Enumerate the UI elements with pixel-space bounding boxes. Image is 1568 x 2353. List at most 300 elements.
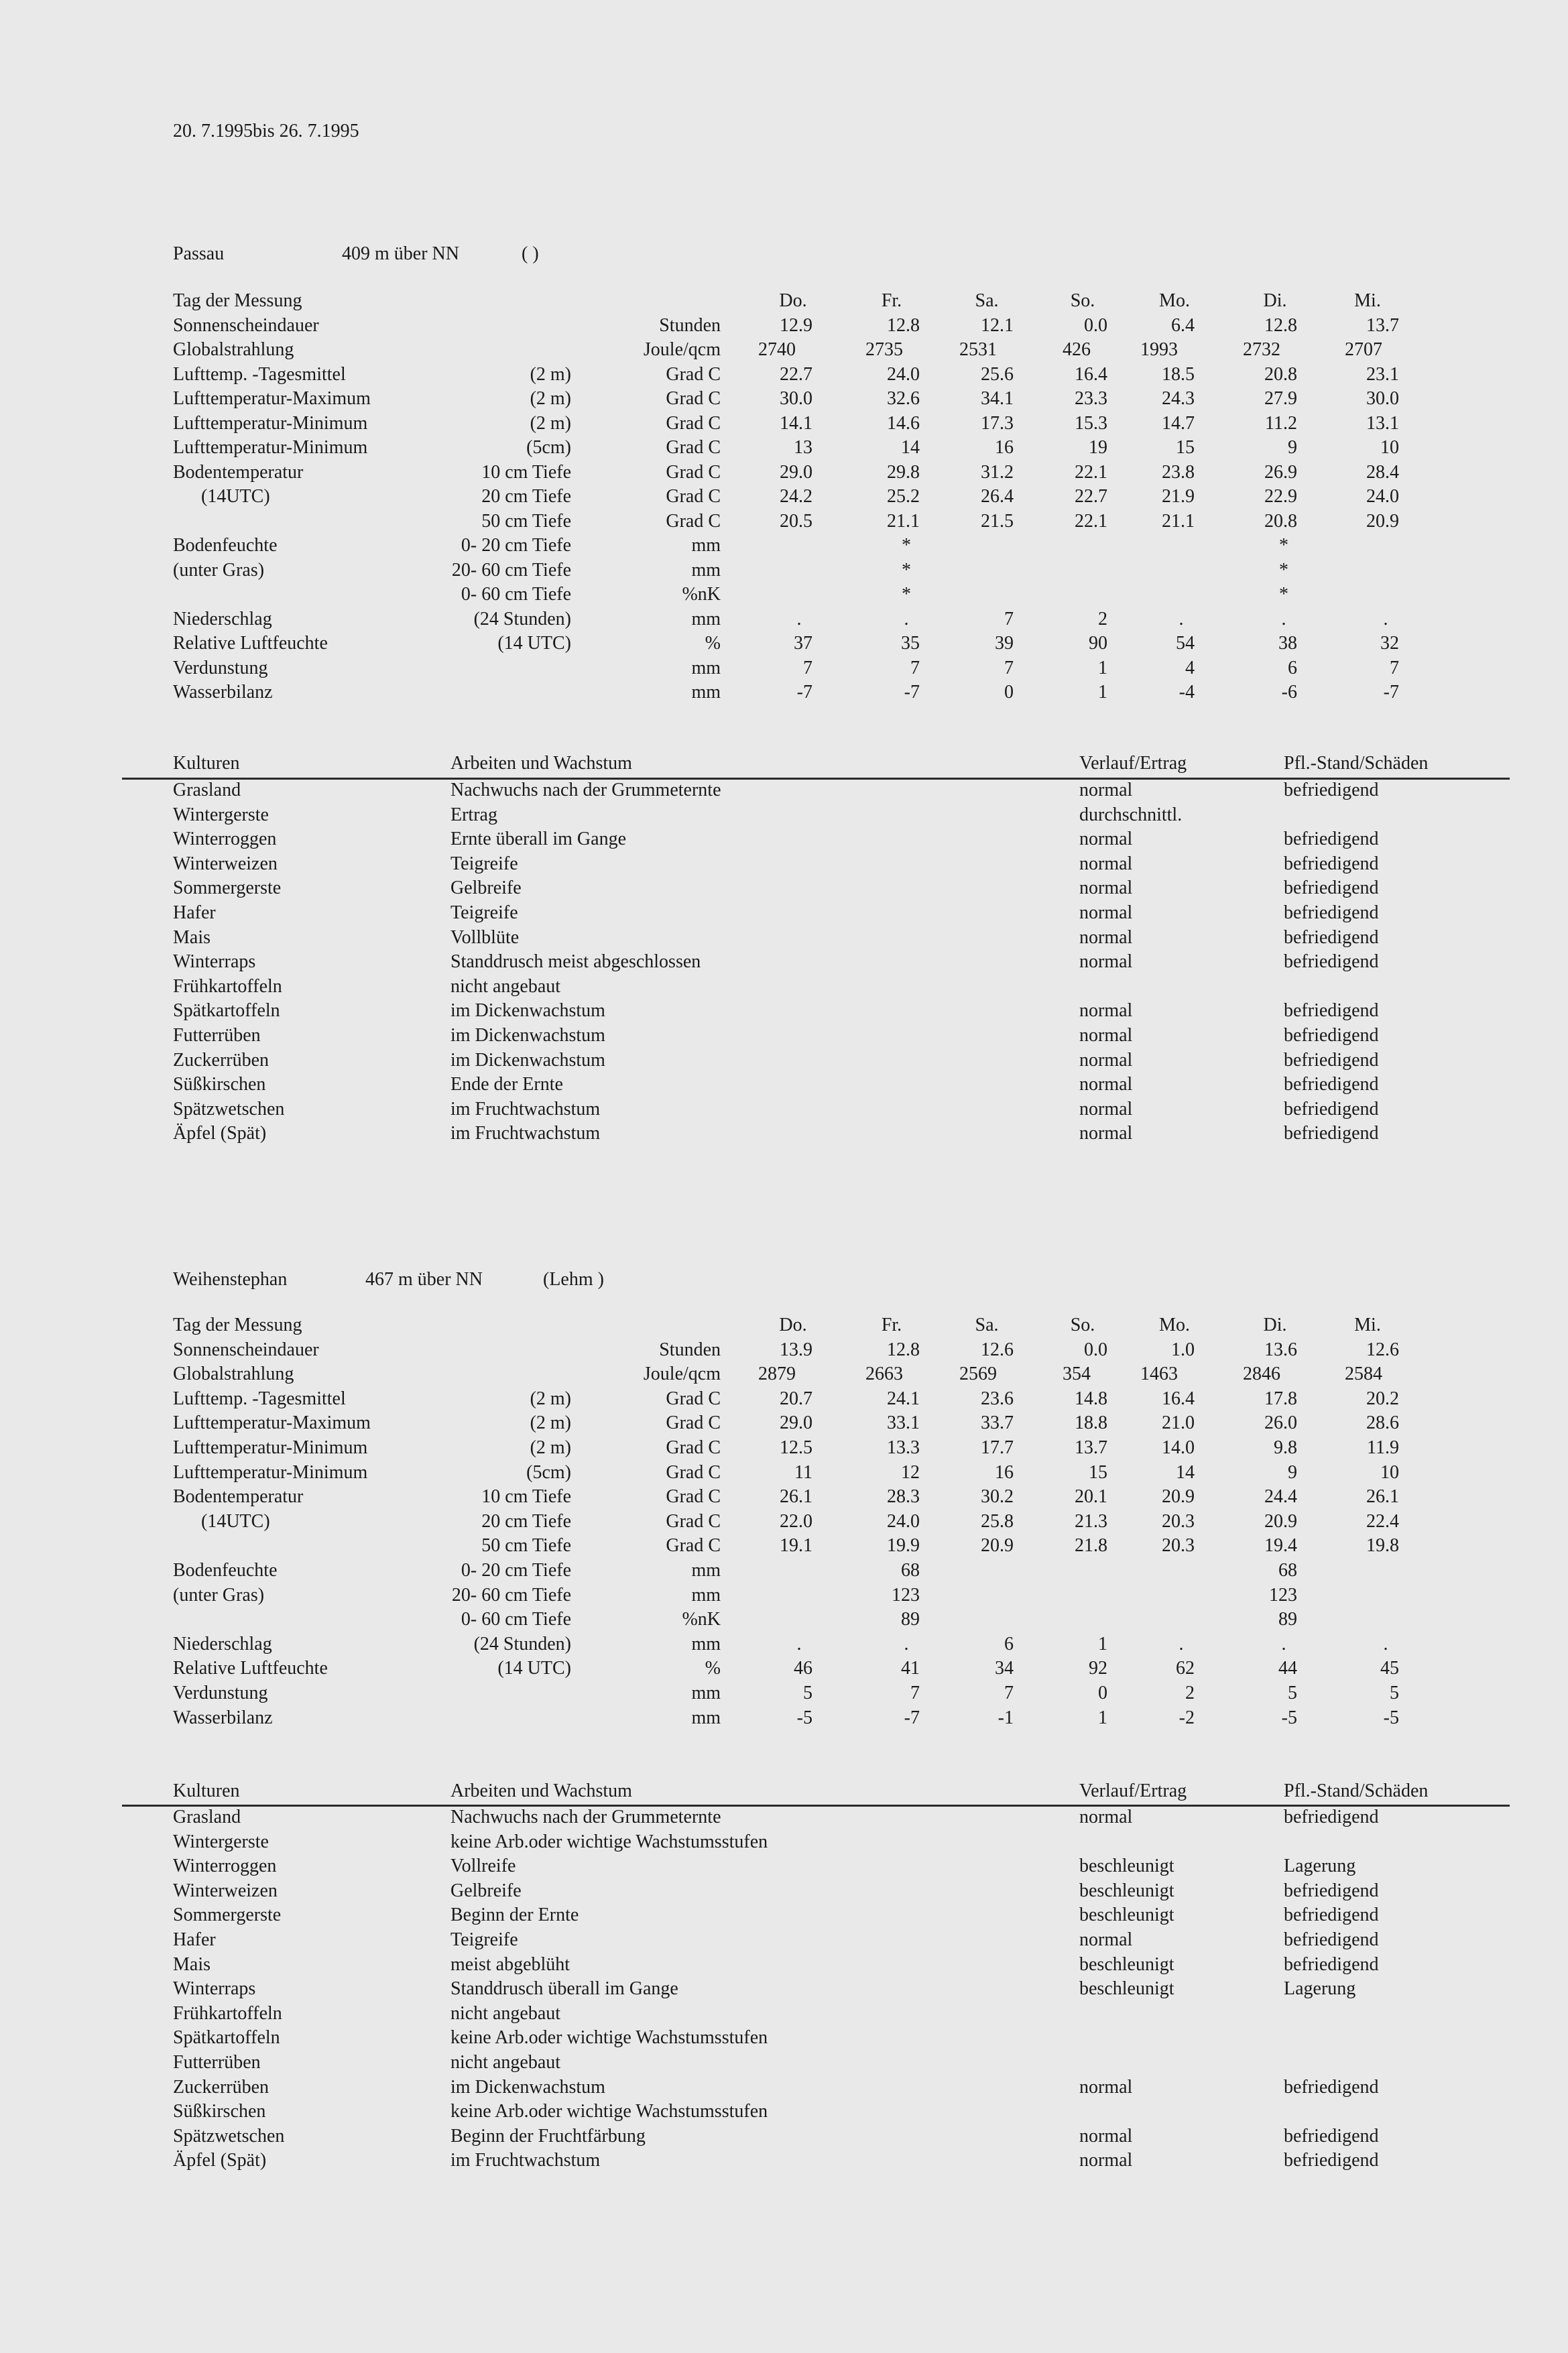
row-label: Lufttemp. -Tagesmittel <box>173 1388 346 1409</box>
crop-verlauf: normal <box>1079 829 1133 850</box>
crop-verlauf: normal <box>1079 902 1133 923</box>
value-cell: * <box>1279 535 1288 556</box>
crop-activity: nicht angebaut <box>450 975 561 997</box>
value-cell: 20.9 <box>981 1535 1014 1557</box>
crop-verlauf: normal <box>1079 2076 1133 2098</box>
value-cell: 68 <box>901 1560 920 1581</box>
value-cell: 30.0 <box>780 388 812 409</box>
crops-col-stand: Pfl.-Stand/Schäden <box>1284 753 1429 774</box>
value-cell: 20.5 <box>780 510 812 532</box>
crop-name: Wintergerste <box>173 1831 269 1852</box>
value-cell: 1463 <box>1140 1364 1178 1385</box>
value-cell: 26.9 <box>1264 461 1297 483</box>
day-header: Mi. <box>1354 1315 1381 1335</box>
row-label: Bodentemperatur <box>173 1486 304 1508</box>
crop-activity: keine Arb.oder wichtige Wachstumsstufen <box>450 2101 768 2122</box>
value-cell: 12.8 <box>1264 314 1297 336</box>
crops-col-arbeiten: Arbeiten und Wachstum <box>450 753 632 774</box>
value-cell: 33.7 <box>981 1412 1014 1434</box>
crop-activity: Vollblüte <box>450 926 520 948</box>
value-cell: 26.0 <box>1264 1412 1297 1434</box>
crop-activity: im Fruchtwachstum <box>450 2150 601 2171</box>
row-unit: mm <box>691 657 721 678</box>
value-cell: 68 <box>1278 1560 1297 1581</box>
crop-name: Winterraps <box>173 1978 256 2000</box>
value-cell: 2846 <box>1243 1364 1280 1385</box>
crop-stand: befriedigend <box>1284 878 1379 899</box>
value-cell: 24.0 <box>1366 486 1399 507</box>
row-label: Tag der Messung <box>173 1315 302 1335</box>
value-cell: 24.2 <box>780 486 812 507</box>
row-unit: mm <box>691 1584 721 1606</box>
crop-stand: befriedigend <box>1284 1807 1379 1827</box>
row-sub: (2 m) <box>530 1412 571 1434</box>
day-header: Do. <box>779 1315 807 1335</box>
value-cell: 28.4 <box>1366 461 1399 483</box>
value-cell: 21.1 <box>887 510 920 532</box>
value-cell: 20.3 <box>1162 1510 1195 1532</box>
value-cell: 21.9 <box>1162 486 1195 507</box>
value-cell: 1 <box>1098 1633 1107 1654</box>
crop-stand: befriedigend <box>1284 853 1379 874</box>
crop-name: Spätzwetschen <box>173 2125 285 2147</box>
crops-col-verlauf: Verlauf/Ertrag <box>1079 753 1187 774</box>
row-label: Relative Luftfeuchte <box>173 1658 328 1679</box>
row-label: Sonnenscheindauer <box>173 314 319 336</box>
crop-stand: befriedigend <box>1284 1074 1379 1095</box>
value-cell: 24.1 <box>887 1388 920 1409</box>
row-label: Lufttemperatur-Maximum <box>173 388 371 409</box>
value-cell: 41 <box>901 1658 920 1679</box>
value-cell: 20.1 <box>1075 1486 1107 1508</box>
value-cell: 33.1 <box>887 1412 920 1434</box>
crop-activity: im Fruchtwachstum <box>450 1098 601 1120</box>
value-cell: . <box>796 608 802 629</box>
crop-verlauf: beschleunigt <box>1079 1880 1174 1901</box>
crop-activity: Gelbreife <box>450 878 522 899</box>
crop-activity: Standdrusch überall im Gange <box>450 1978 678 2000</box>
value-cell: 14.6 <box>887 412 920 434</box>
value-cell: 19.9 <box>887 1535 920 1557</box>
value-cell: 7 <box>910 657 920 678</box>
value-cell: 12.9 <box>780 314 812 336</box>
value-cell: 45 <box>1380 1658 1399 1679</box>
crop-name: Zuckerrüben <box>173 1049 269 1071</box>
value-cell: -7 <box>796 682 812 703</box>
value-cell: * <box>902 535 911 556</box>
value-cell: 7 <box>1004 1683 1014 1703</box>
day-header: Sa. <box>975 290 999 311</box>
row-sub: (5cm) <box>526 437 571 458</box>
row-unit: Grad C <box>666 1510 721 1532</box>
value-cell: 22.0 <box>780 1510 812 1532</box>
day-header: Di. <box>1263 1315 1287 1335</box>
value-cell: 13.7 <box>1366 314 1399 336</box>
crop-activity: Nachwuchs nach der Grummeternte <box>450 780 721 800</box>
day-header: Mi. <box>1354 290 1381 311</box>
row-unit: Grad C <box>666 461 721 483</box>
station-soil: ( ) <box>522 243 539 264</box>
row-label: (14UTC) <box>201 486 270 507</box>
crop-stand: befriedigend <box>1284 1929 1379 1950</box>
value-cell: 35 <box>901 633 920 654</box>
crop-stand: befriedigend <box>1284 951 1379 973</box>
crop-verlauf: normal <box>1079 1049 1133 1071</box>
crop-activity: Gelbreife <box>450 1880 522 1901</box>
crop-stand: befriedigend <box>1284 2125 1379 2147</box>
crop-name: Sommergerste <box>173 1905 282 1926</box>
crop-activity: keine Arb.oder wichtige Wachstumsstufen <box>450 1831 768 1852</box>
crop-name: Winterweizen <box>173 853 278 874</box>
value-cell: 2 <box>1185 1683 1195 1703</box>
crop-stand: befriedigend <box>1284 926 1379 948</box>
value-cell: 15.3 <box>1075 412 1107 434</box>
value-cell: 16 <box>995 437 1014 458</box>
row-unit: mm <box>691 1683 721 1703</box>
crops-col-stand: Pfl.-Stand/Schäden <box>1284 1781 1429 1801</box>
day-header: Fr. <box>881 290 902 311</box>
row-sub: (2 m) <box>530 412 571 434</box>
value-cell: 10 <box>1380 1461 1399 1483</box>
row-label: Lufttemperatur-Maximum <box>173 1412 371 1434</box>
value-cell: 1 <box>1098 1707 1107 1728</box>
row-unit: Grad C <box>666 412 721 434</box>
row-label: Bodentemperatur <box>173 461 304 483</box>
row-unit: % <box>705 633 721 654</box>
value-cell: 5 <box>1288 1683 1297 1703</box>
value-cell: -5 <box>796 1707 812 1728</box>
value-cell: . <box>1383 608 1388 629</box>
value-cell: 89 <box>901 1609 920 1630</box>
value-cell: 89 <box>1278 1609 1297 1630</box>
value-cell: . <box>1179 608 1184 629</box>
crop-verlauf: normal <box>1079 1074 1133 1095</box>
value-cell: 7 <box>1390 657 1399 678</box>
row-label: Lufttemperatur-Minimum <box>173 412 368 434</box>
value-cell: 18.5 <box>1162 363 1195 385</box>
value-cell: 11 <box>794 1461 812 1483</box>
value-cell: 21.1 <box>1162 510 1195 532</box>
value-cell: 54 <box>1176 633 1195 654</box>
value-cell: * <box>1279 559 1288 581</box>
row-unit: Grad C <box>666 1412 721 1434</box>
station-name: Passau <box>173 243 225 264</box>
row-unit: Joule/qcm <box>643 339 721 360</box>
row-unit: %nK <box>682 1609 721 1630</box>
row-unit: Grad C <box>666 510 721 532</box>
value-cell: 24.0 <box>887 1510 920 1532</box>
value-cell: 6 <box>1004 1633 1014 1654</box>
row-label: (unter Gras) <box>173 1584 265 1606</box>
crops-col-kulturen: Kulturen <box>173 1781 240 1801</box>
value-cell: 2740 <box>758 339 796 360</box>
crop-verlauf: normal <box>1079 1000 1133 1022</box>
crop-verlauf: normal <box>1079 1929 1133 1950</box>
value-cell: 10 <box>1380 437 1399 458</box>
crop-activity: Vollreife <box>450 1856 516 1877</box>
value-cell: 5 <box>1390 1683 1399 1703</box>
value-cell: 13.1 <box>1366 412 1399 434</box>
crop-stand: befriedigend <box>1284 902 1379 923</box>
value-cell: 23.8 <box>1162 461 1195 483</box>
value-cell: 20.2 <box>1366 1388 1399 1409</box>
row-sub: 0- 20 cm Tiefe <box>461 535 571 556</box>
crop-name: Grasland <box>173 1807 241 1827</box>
crop-stand: befriedigend <box>1284 2150 1379 2171</box>
day-header: Mo. <box>1159 1315 1190 1335</box>
value-cell: -4 <box>1179 682 1195 703</box>
value-cell: 20.8 <box>1264 510 1297 532</box>
crop-verlauf: normal <box>1079 951 1133 973</box>
crop-activity: Standdrusch meist abgeschlossen <box>450 951 701 973</box>
row-label: Verdunstung <box>173 1683 268 1703</box>
day-header: Sa. <box>975 1315 999 1335</box>
row-sub: 50 cm Tiefe <box>481 1535 571 1557</box>
value-cell: 0.0 <box>1084 1339 1107 1360</box>
row-unit: mm <box>691 559 721 581</box>
value-cell: 16 <box>995 1461 1014 1483</box>
crop-verlauf: normal <box>1079 1098 1133 1120</box>
row-unit: mm <box>691 1560 721 1581</box>
row-unit: Grad C <box>666 437 721 458</box>
crop-name: Äpfel (Spät) <box>173 1123 267 1144</box>
value-cell: 17.8 <box>1264 1388 1297 1409</box>
value-cell: 20.9 <box>1366 510 1399 532</box>
crop-name: Wintergerste <box>173 804 269 825</box>
crop-name: Mais <box>173 926 210 948</box>
value-cell: 26.1 <box>780 1486 812 1508</box>
value-cell: 11.2 <box>1265 412 1297 434</box>
value-cell: . <box>904 1633 909 1654</box>
value-cell: 39 <box>995 633 1014 654</box>
value-cell: 30.0 <box>1366 388 1399 409</box>
value-cell: 13.3 <box>887 1437 920 1458</box>
crop-name: Sommergerste <box>173 878 282 899</box>
value-cell: 7 <box>803 657 812 678</box>
value-cell: 37 <box>794 633 812 654</box>
value-cell: 20.3 <box>1162 1535 1195 1557</box>
crop-activity: Beginn der Ernte <box>450 1905 579 1926</box>
value-cell: 21.0 <box>1162 1412 1195 1434</box>
row-sub: 50 cm Tiefe <box>481 510 571 532</box>
row-unit: mm <box>691 1707 721 1728</box>
row-sub: 20- 60 cm Tiefe <box>451 559 571 581</box>
value-cell: 14.7 <box>1162 412 1195 434</box>
value-cell: 27.9 <box>1264 388 1297 409</box>
crop-name: Winterroggen <box>173 1856 277 1877</box>
row-unit: Grad C <box>666 1388 721 1409</box>
value-cell: -7 <box>1383 682 1399 703</box>
row-unit: Grad C <box>666 363 721 385</box>
value-cell: 2569 <box>959 1364 997 1385</box>
crop-activity: im Dickenwachstum <box>450 1049 605 1071</box>
day-header: Di. <box>1263 290 1287 311</box>
crop-verlauf: normal <box>1079 853 1133 874</box>
value-cell: 123 <box>892 1584 920 1606</box>
value-cell: 20.7 <box>780 1388 812 1409</box>
value-cell: 23.1 <box>1366 363 1399 385</box>
row-label: Bodenfeuchte <box>173 1560 278 1581</box>
crop-activity: keine Arb.oder wichtige Wachstumsstufen <box>450 2027 768 2049</box>
row-unit: mm <box>691 1633 721 1654</box>
value-cell: 17.7 <box>981 1437 1014 1458</box>
value-cell: 15 <box>1176 437 1195 458</box>
value-cell: 90 <box>1089 633 1107 654</box>
value-cell: 24.4 <box>1264 1486 1297 1508</box>
value-cell: 32.6 <box>887 388 920 409</box>
crop-verlauf: normal <box>1079 878 1133 899</box>
row-sub: (2 m) <box>530 1437 571 1458</box>
crop-name: Äpfel (Spät) <box>173 2150 267 2171</box>
value-cell: 24.0 <box>887 363 920 385</box>
row-sub: 0- 60 cm Tiefe <box>461 584 571 605</box>
value-cell: 9 <box>1288 1461 1297 1483</box>
row-label: Verdunstung <box>173 657 268 678</box>
value-cell: 20.8 <box>1264 363 1297 385</box>
crop-name: Winterweizen <box>173 1880 278 1901</box>
crop-stand: befriedigend <box>1284 829 1379 850</box>
row-unit: Stunden <box>659 1339 721 1360</box>
value-cell: 29.8 <box>887 461 920 483</box>
crop-activity: Teigreife <box>450 1929 518 1950</box>
crop-verlauf: normal <box>1079 926 1133 948</box>
crop-stand: befriedigend <box>1284 1953 1379 1975</box>
row-unit: mm <box>691 535 721 556</box>
row-sub: (2 m) <box>530 363 571 385</box>
station-elevation: 409 m über NN <box>342 243 459 264</box>
value-cell: 29.0 <box>780 461 812 483</box>
day-header: Do. <box>779 290 807 311</box>
value-cell: 14.1 <box>780 412 812 434</box>
row-label: Lufttemperatur-Minimum <box>173 437 368 458</box>
value-cell: 32 <box>1380 633 1399 654</box>
crop-activity: Ernte überall im Gange <box>450 829 627 850</box>
row-label: Niederschlag <box>173 608 272 629</box>
crop-name: Winterroggen <box>173 829 277 850</box>
crop-name: Frühkartoffeln <box>173 975 282 997</box>
value-cell: -7 <box>904 682 920 703</box>
value-cell: 26.1 <box>1366 1486 1399 1508</box>
value-cell: 30.2 <box>981 1486 1014 1508</box>
value-cell: 13 <box>794 437 812 458</box>
value-cell: 1.0 <box>1171 1339 1195 1360</box>
value-cell: 12 <box>901 1461 920 1483</box>
row-unit: Grad C <box>666 388 721 409</box>
value-cell: 20.9 <box>1264 1510 1297 1532</box>
value-cell: . <box>1179 1633 1184 1654</box>
crop-verlauf: normal <box>1079 1123 1133 1144</box>
crop-activity: Teigreife <box>450 902 518 923</box>
crops-col-verlauf: Verlauf/Ertrag <box>1079 1781 1187 1801</box>
value-cell: 2 <box>1098 608 1107 629</box>
value-cell: 28.6 <box>1366 1412 1399 1434</box>
crop-name: Hafer <box>173 902 216 923</box>
value-cell: 0 <box>1098 1683 1107 1703</box>
value-cell: 21.3 <box>1075 1510 1107 1532</box>
crop-activity: Beginn der Fruchtfärbung <box>450 2125 646 2147</box>
crop-verlauf: beschleunigt <box>1079 1978 1174 2000</box>
row-label: Lufttemperatur-Minimum <box>173 1461 368 1483</box>
crop-name: Süßkirschen <box>173 1074 266 1095</box>
crop-stand: befriedigend <box>1284 1049 1379 1071</box>
value-cell: 12.1 <box>981 314 1014 336</box>
row-sub: 20 cm Tiefe <box>481 1510 571 1532</box>
row-sub: 10 cm Tiefe <box>481 1486 571 1508</box>
crop-name: Futterrüben <box>173 1025 261 1046</box>
crops-col-kulturen: Kulturen <box>173 753 240 774</box>
value-cell: 12.6 <box>981 1339 1014 1360</box>
crop-stand: Lagerung <box>1284 1856 1356 1877</box>
value-cell: 19.1 <box>780 1535 812 1557</box>
value-cell: 25.6 <box>981 363 1014 385</box>
row-label: (unter Gras) <box>173 559 265 581</box>
station-name: Weihenstephan <box>173 1269 288 1290</box>
value-cell: 46 <box>794 1658 812 1679</box>
crop-stand: befriedigend <box>1284 1098 1379 1120</box>
value-cell: . <box>796 1633 802 1654</box>
row-label: Lufttemperatur-Minimum <box>173 1437 368 1458</box>
row-label: Wasserbilanz <box>173 682 273 703</box>
value-cell: . <box>904 608 909 629</box>
value-cell: 31.2 <box>981 461 1014 483</box>
value-cell: * <box>1279 584 1288 605</box>
value-cell: 16.4 <box>1075 363 1107 385</box>
crop-verlauf: beschleunigt <box>1079 1953 1174 1975</box>
value-cell: 13.9 <box>780 1339 812 1360</box>
row-unit: Joule/qcm <box>643 1364 721 1385</box>
row-sub: 0- 60 cm Tiefe <box>461 1609 571 1630</box>
value-cell: 7 <box>910 1683 920 1703</box>
value-cell: . <box>1281 1633 1286 1654</box>
value-cell: 426 <box>1063 339 1091 360</box>
row-unit: Stunden <box>659 314 721 336</box>
row-sub: (24 Stunden) <box>473 608 571 629</box>
row-sub: 20 cm Tiefe <box>481 486 571 507</box>
crop-stand: befriedigend <box>1284 1025 1379 1046</box>
value-cell: 92 <box>1089 1658 1107 1679</box>
crop-stand: befriedigend <box>1284 1000 1379 1022</box>
value-cell: 22.9 <box>1264 486 1297 507</box>
value-cell: 20.9 <box>1162 1486 1195 1508</box>
value-cell: 1993 <box>1140 339 1178 360</box>
crop-verlauf: normal <box>1079 1025 1133 1046</box>
crop-name: Spätkartoffeln <box>173 1000 280 1022</box>
crop-activity: im Dickenwachstum <box>450 2076 605 2098</box>
value-cell: 19.8 <box>1366 1535 1399 1557</box>
value-cell: 23.6 <box>981 1388 1014 1409</box>
value-cell: 2584 <box>1345 1364 1382 1385</box>
value-cell: 25.2 <box>887 486 920 507</box>
date-range: 20. 7.1995bis 26. 7.1995 <box>173 121 359 141</box>
value-cell: 14 <box>1176 1461 1195 1483</box>
row-label: Sonnenscheindauer <box>173 1339 319 1360</box>
value-cell: 4 <box>1185 657 1195 678</box>
value-cell: 22.7 <box>1075 486 1107 507</box>
value-cell: 2732 <box>1243 339 1280 360</box>
row-sub: (2 m) <box>530 388 571 409</box>
value-cell: 12.8 <box>887 1339 920 1360</box>
value-cell: 14.0 <box>1162 1437 1195 1458</box>
row-unit: Grad C <box>666 1437 721 1458</box>
row-label: (14UTC) <box>201 1510 270 1532</box>
value-cell: 2707 <box>1345 339 1382 360</box>
value-cell: 12.5 <box>780 1437 812 1458</box>
crop-stand: befriedigend <box>1284 1123 1379 1144</box>
value-cell: . <box>1281 608 1286 629</box>
crop-name: Zuckerrüben <box>173 2076 269 2098</box>
value-cell: 62 <box>1176 1658 1195 1679</box>
value-cell: 7 <box>1004 608 1014 629</box>
